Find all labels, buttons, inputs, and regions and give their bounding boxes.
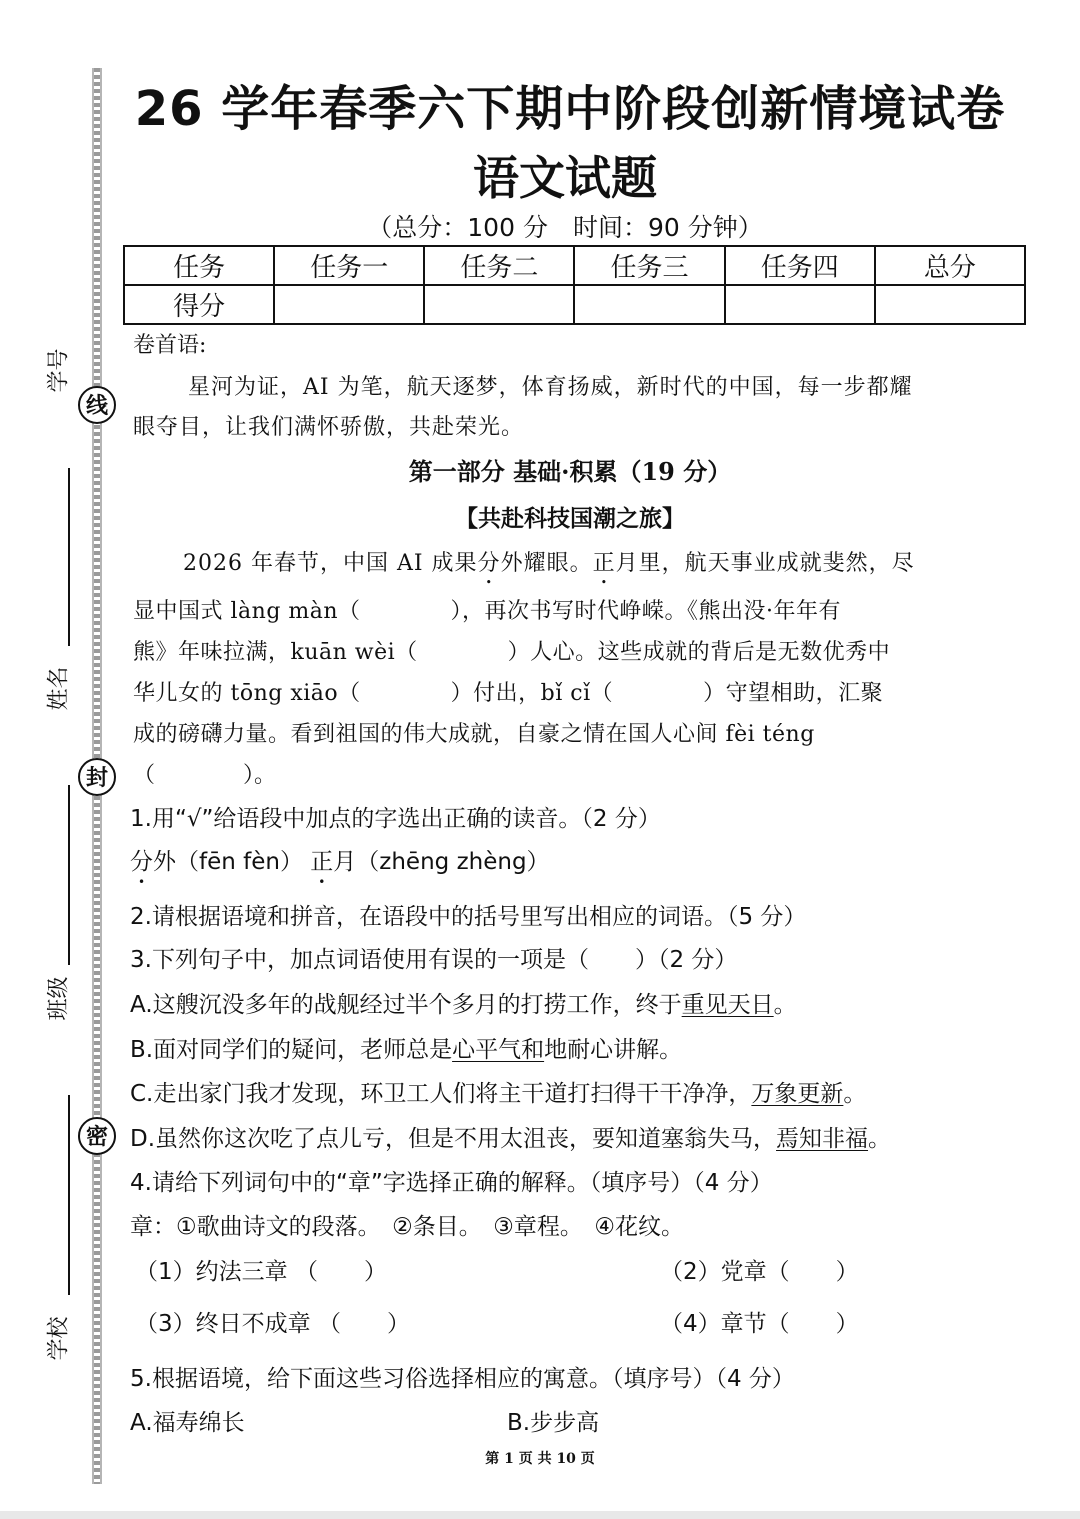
dotted-char: 正: [592, 551, 616, 576]
page-bottom-edge: [0, 1511, 1080, 1519]
preface-line: 星河为证，AI 为笔，航天逐梦，体育扬威，新时代的中国，每一步都耀: [188, 375, 913, 400]
part1-title: 第一部分 基础·积累（19 分）: [408, 457, 732, 486]
table-header-cell: 任务二: [424, 246, 574, 285]
dotted-char: 正: [310, 849, 334, 875]
option-a: [130, 986, 797, 1019]
q4-item: （1）约法三章 （ ）: [135, 1259, 387, 1285]
score-table-header-row: [124, 246, 1025, 285]
score-cell: [574, 285, 724, 324]
underlined-term: 心平气和: [452, 1037, 545, 1063]
option-text: 。: [773, 992, 797, 1018]
score-row-label: 得分: [124, 285, 274, 324]
q4-item: （4）章节（ ）: [660, 1311, 859, 1337]
table-header-cell: 任务: [124, 246, 274, 285]
name-label: 姓名: [46, 666, 72, 711]
table-header-cell: 任务一: [274, 246, 424, 285]
question-1-options: [130, 843, 550, 889]
option-b: [130, 1031, 682, 1064]
class-line: [68, 1095, 70, 1295]
score-time-info: （总分：100 分 时间：90 分钟）: [367, 213, 763, 242]
score-table: [123, 245, 1026, 325]
score-cell: [424, 285, 574, 324]
preface-line: 眼夺目，让我们满怀骄傲，共赴荣光。: [133, 415, 525, 440]
dotted-char: 分: [130, 849, 153, 875]
question-4: 4.请给下列词句中的“章”字选择正确的解释。（填序号）（4 分）: [130, 1170, 773, 1196]
seal-feng: 封: [78, 758, 116, 796]
passage-text: 月里，航天事业成就斐然，尽: [615, 551, 915, 576]
option-text: C.走出家门我才发现，环卫工人们将主干道打扫得干干净净，: [130, 1081, 752, 1107]
name-line: [68, 785, 70, 965]
passage-line: 华儿女的 tōng xiāo（ ）付出，bǐ cǐ（ ）守望相助，汇聚: [133, 681, 884, 706]
underlined-term: 重见天日: [681, 992, 774, 1018]
pinyin-choice: 月（zhēng zhèng）: [333, 849, 550, 875]
q4-item: （3）终日不成章 （ ）: [135, 1311, 410, 1337]
passage-text: 2026 年春节，中国 AI 成果: [183, 551, 478, 576]
passage-line: 熊》年味拉满，kuān wèi（ ）人心。这些成就的背后是无数优秀中: [133, 640, 891, 665]
student-id-label: 学号: [46, 348, 72, 393]
question-1: 1.用“√”给语段中加点的字选出正确的读音。（2 分）: [130, 806, 661, 832]
option-text: 地耐心讲解。: [544, 1037, 683, 1063]
seal-xian: 线: [78, 386, 116, 424]
class-label: 班级: [46, 976, 72, 1021]
score-cell: [274, 285, 424, 324]
dotted-char: 分: [477, 551, 501, 576]
q4-item: （2）党章（ ）: [660, 1259, 859, 1285]
exam-title: 26 学年春季六下期中阶段创新情境试卷: [134, 81, 1006, 137]
option-c: [130, 1075, 866, 1108]
passage-text: 外耀眼。: [500, 551, 593, 576]
question-5: 5.根据语境，给下面这些习俗选择相应的寓意。（填序号）（4 分）: [130, 1366, 795, 1392]
question-3: 3.下列句子中，加点词语使用有误的一项是（ ）（2 分）: [130, 947, 738, 973]
score-table-score-row: [124, 285, 1025, 324]
option-text: 。: [843, 1081, 867, 1107]
subject-title: 语文试题: [473, 151, 657, 205]
page-number: 第 1 页 共 10 页: [485, 1451, 595, 1467]
passage-line: 显中国式 làng màn（ ），再次书写时代峥嵘。《熊出没·年年有: [133, 599, 842, 624]
underlined-term: 焉知非福: [776, 1126, 869, 1152]
passage-line: 成的磅礴力量。看到祖国的伟大成就，自豪之情在国人心间 fèi téng: [133, 722, 815, 747]
option-text: D.虽然你这次吃了点儿亏，但是不用太沮丧，要知道塞翁失马，: [130, 1126, 777, 1152]
pinyin-choice: 外（fēn fèn）: [153, 849, 303, 875]
student-id-line: [68, 468, 70, 646]
q5-option: B.步步高: [507, 1410, 600, 1436]
q5-option: A.福寿绵长: [130, 1410, 245, 1436]
option-text: B.面对同学们的疑问，老师总是: [130, 1037, 453, 1063]
option-text: A.这艘沉没多年的战舰经过半个多月的打捞工作，终于: [130, 992, 682, 1018]
table-header-cell: 任务三: [574, 246, 724, 285]
passage-line: （ ）。: [133, 763, 277, 788]
school-label: 学校: [46, 1316, 72, 1361]
score-cell: [725, 285, 875, 324]
table-header-cell: 总分: [875, 246, 1025, 285]
table-header-cell: 任务四: [725, 246, 875, 285]
part1-theme: 【共赴科技国潮之旅】: [455, 506, 685, 532]
question-4-definitions: 章：①歌曲诗文的段落。 ②条目。 ③章程。 ④花纹。: [130, 1214, 684, 1240]
option-d: [130, 1120, 891, 1153]
passage-line: [183, 546, 915, 589]
seal-mi: 密: [78, 1117, 116, 1155]
question-2: 2.请根据语境和拼音，在语段中的括号里写出相应的词语。（5 分）: [130, 904, 807, 930]
preface-label: 卷首语:: [133, 333, 207, 358]
underlined-term: 万象更新: [751, 1081, 844, 1107]
score-cell: [875, 285, 1025, 324]
option-text: 。: [868, 1126, 892, 1152]
